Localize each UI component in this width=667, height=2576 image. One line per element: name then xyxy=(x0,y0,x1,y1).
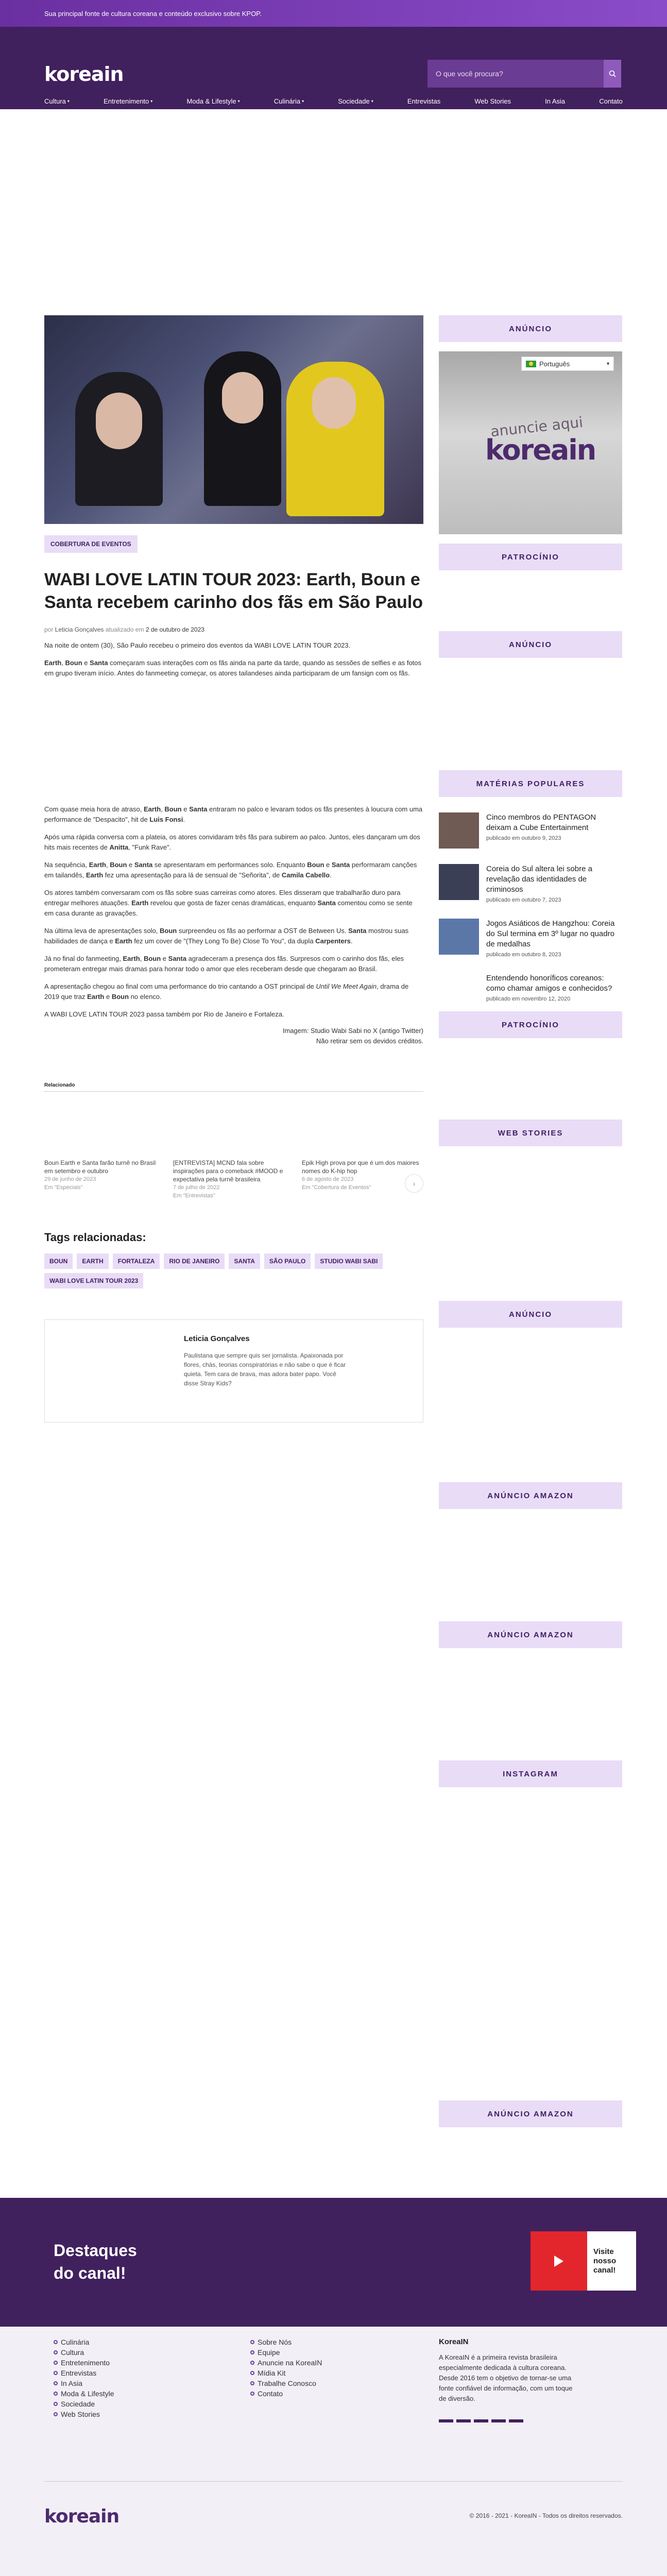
inline-ad-space xyxy=(44,679,423,797)
footer-about: KoreaIN A KoreaIN é a primeira revista brasileira especialmente dedicada à cultura coreana. Desde 2016 tem o objetivo de tornar-se uma fonte confiável de informação, com um toque de diversão. xyxy=(439,2337,578,2422)
popular-item[interactable]: Jogos Asiáticos de Hangzhou: Coreia do Sul termina em 3º lugar no quadro de medalhas publicado em outubro 8, 2023 xyxy=(439,919,622,958)
footer-link[interactable]: Sociedade xyxy=(54,2399,114,2409)
author-bio: Paulistana que sempre quis ser jornalista. Apaixonada por flores, chás, teorias conspiratórias e não sabe o que é ficar quieta. Tem cara de brava, mas adora bater papo. Você disse Stray Kids? xyxy=(184,1352,346,1387)
related-label: Relacionado xyxy=(44,1082,75,1088)
chevron-right-icon[interactable]: › xyxy=(405,1174,423,1193)
footer-link[interactable]: Sobre Nós xyxy=(250,2337,322,2347)
widget-title: PATROCÍNIO xyxy=(439,1011,622,1038)
popular-item[interactable]: Coreia do Sul altera lei sobre a revelação das identidades de criminosos publicado em outubro 7, 2023 xyxy=(439,864,622,903)
chevron-down-icon: ▾ xyxy=(150,98,153,104)
widget-title: ANÚNCIO xyxy=(439,1301,622,1328)
ad-banner[interactable] xyxy=(439,351,622,534)
popular-thumbnail xyxy=(439,973,479,984)
site-header xyxy=(0,27,667,109)
article-paragraph: Na última leva de apresentações solo, Boun surpreendeu os fãs ao performar a OST de Between Us. Santa mostrou suas habilidades de dança e Earth fez um cover de "(They Long To Be) Close To You", da dupla Carpenters. xyxy=(44,927,409,945)
topbar-text: Sua principal fonte de cultura coreana e conteúdo exclusivo sobre KPOP. xyxy=(44,9,262,18)
youtube-play-icon xyxy=(531,2231,587,2291)
topbar xyxy=(0,0,667,27)
article-paragraph: Após uma rápida conversa com a plateia, os atores convidaram três fãs para subirem ao palco. Juntos, eles dançaram um dos hits mais recentes de Anitta, "Funk Rave". xyxy=(44,833,420,851)
nav-contato[interactable]: Contato xyxy=(599,97,623,105)
widget-title: INSTAGRAM xyxy=(439,1760,622,1787)
tag[interactable]: EARTH xyxy=(77,1253,108,1269)
tag[interactable]: SÃO PAULO xyxy=(264,1253,311,1269)
article-hero-image xyxy=(44,315,423,524)
footer-link[interactable]: Equipe xyxy=(250,2347,322,2358)
youtube-channel-button[interactable]: Visite nosso canal! xyxy=(531,2231,636,2291)
channel-highlights xyxy=(0,2198,667,2327)
article-title: WABI LOVE LATIN TOUR 2023: Earth, Boun e Santa recebem carinho dos fãs em São Paulo xyxy=(44,570,423,612)
site-footer xyxy=(0,2327,667,2576)
popular-thumbnail xyxy=(439,919,479,955)
footer-link[interactable]: Culinária xyxy=(54,2337,114,2347)
channel-title: Destaques do canal! xyxy=(54,2241,137,2282)
tag[interactable]: WABI LOVE LATIN TOUR 2023 xyxy=(44,1273,143,1289)
footer-link[interactable]: Contato xyxy=(250,2388,322,2399)
nav-in-asia[interactable]: In Asia xyxy=(545,97,566,105)
author-link[interactable]: Leticia Gonçalves xyxy=(55,626,104,633)
footer-categories xyxy=(54,2337,114,2419)
search-input[interactable] xyxy=(427,60,604,88)
footer-link[interactable]: Trabalhe Conosco xyxy=(250,2378,322,2388)
site-logo[interactable]: koreain xyxy=(44,63,124,86)
ad-logo: koreain xyxy=(485,434,596,466)
tag[interactable]: BOUN xyxy=(44,1253,73,1269)
article-paragraph: Earth, Boun e Santa começaram suas interações com os fãs ainda na parte da tarde, quando as sessões de selfies e as fotos em grupo tiveram início. Antes do fanmeeting começar, os atores tailandeses ainda participaram de um fansign com os fãs. xyxy=(44,659,422,677)
social-icon[interactable] xyxy=(474,2419,488,2422)
popular-item[interactable]: Entendendo honoríficos coreanos: como chamar amigos e conhecidos? publicado em novembro 12, 2020 xyxy=(439,973,622,1002)
tag[interactable]: STUDIO WABI SABI xyxy=(315,1253,383,1269)
nav-cultura[interactable]: Cultura ▾ xyxy=(44,97,70,105)
category-badge[interactable]: COBERTURA DE EVENTOS xyxy=(44,535,138,553)
article-paragraph: Já no final do fanmeeting, Earth, Boun e Santa agradeceram a presença dos fãs. Surpresos com o carinho dos fãs, eles prometeram entregar mais dramas para honrar todo o amor que eles receberam desde que chegaram ao Brasil. xyxy=(44,955,404,973)
related-item[interactable]: [ENTREVISTA] MCND fala sobre inspirações para o comeback #MOOD e expectativa pela turnê brasileira 7 de julho de 2022 Em "Entrevistas" xyxy=(173,1159,283,1199)
nav-entrevistas[interactable]: Entrevistas xyxy=(407,97,441,105)
social-icon[interactable] xyxy=(439,2419,453,2422)
article-paragraph: A apresentação chegou ao final com uma performance do trio cantando a OST principal de Until We Meet Again, drama de 2019 que traz Earth e Boun no elenco. xyxy=(44,982,409,1001)
footer-link[interactable]: Web Stories xyxy=(54,2409,114,2419)
footer-link[interactable]: Entrevistas xyxy=(54,2368,114,2378)
article-paragraph: Com quase meia hora de atraso, Earth, Boun e Santa entraram no palco e levaram todos os fãs presentes à loucura com uma performance de "Despacito", hit de Luis Fonsi. xyxy=(44,805,423,823)
footer-link[interactable]: In Asia xyxy=(54,2378,114,2388)
search-button[interactable] xyxy=(604,60,621,88)
tag[interactable]: RIO DE JANEIRO xyxy=(164,1253,225,1269)
widget-title: WEB STORIES xyxy=(439,1120,622,1146)
widget-title: ANÚNCIO AMAZON xyxy=(439,2100,622,2127)
widget-title: ANÚNCIO AMAZON xyxy=(439,1621,622,1648)
nav-web-stories[interactable]: Web Stories xyxy=(474,97,511,105)
author-name[interactable]: Leticia Gonçalves xyxy=(184,1334,250,1343)
nav-moda-lifestyle[interactable]: Moda & Lifestyle ▾ xyxy=(186,97,240,105)
footer-link[interactable]: Mídia Kit xyxy=(250,2368,322,2378)
widget-title: ANÚNCIO xyxy=(439,631,622,658)
social-icon[interactable] xyxy=(509,2419,523,2422)
search-icon xyxy=(609,70,616,77)
widget-title: ANÚNCIO xyxy=(439,315,622,342)
nav-culinaria[interactable]: Culinária ▾ xyxy=(273,97,304,105)
popular-thumbnail xyxy=(439,812,479,849)
page-content xyxy=(0,109,667,2527)
sidebar xyxy=(439,315,622,2127)
article-paragraph: Na sequência, Earth, Boun e Santa se apresentaram em performances solo. Enquanto Boun e Santa performaram canções em tailandês, Earth fez uma apresentação para lá de sensual de "Señorita", de Camila Cabello. xyxy=(44,861,417,879)
popular-thumbnail xyxy=(439,864,479,900)
main-nav xyxy=(44,93,623,109)
widget-title: ANÚNCIO AMAZON xyxy=(439,1482,622,1509)
popular-item[interactable]: Cinco membros do PENTAGON deixam a Cube Entertainment publicado em outubro 9, 2023 xyxy=(439,812,622,849)
chevron-down-icon: ▾ xyxy=(606,361,609,367)
brazil-flag-icon xyxy=(526,361,536,367)
popular-list xyxy=(439,812,622,1002)
footer-logo[interactable]: koreain xyxy=(44,2506,119,2527)
language-select[interactable]: Português ▾ xyxy=(521,357,614,371)
tags-title: Tags relacionadas: xyxy=(44,1231,146,1244)
footer-link[interactable]: Anuncie na KoreaIN xyxy=(250,2358,322,2368)
related-item[interactable]: Epik High prova por que é um dos maiores nomes do K-hip hop 6 de agosto de 2023 Em "Cobertura de Eventos" xyxy=(302,1159,419,1191)
search-form xyxy=(427,60,621,88)
chevron-down-icon: ▾ xyxy=(67,98,70,104)
copyright: © 2016 - 2021 - KoreaIN - Todos os direitos reservados. xyxy=(469,2512,623,2519)
ad-caption: anuncie aqui xyxy=(489,413,584,440)
related-posts xyxy=(44,1159,423,1200)
tag[interactable]: FORTALEZA xyxy=(113,1253,160,1269)
footer-institutional xyxy=(250,2337,322,2399)
article-paragraph: Na noite de ontem (30), São Paulo recebeu o primeiro dos eventos da WABI LOVE LATIN TOUR 2023. xyxy=(44,641,351,649)
author-box xyxy=(44,1319,423,1422)
tag[interactable]: SANTA xyxy=(229,1253,260,1269)
social-icon[interactable] xyxy=(456,2419,471,2422)
byline: por Leticia Gonçalves atualizado em 2 de outubro de 2023 xyxy=(44,626,204,633)
divider xyxy=(44,1091,423,1092)
chevron-down-icon: ▾ xyxy=(371,98,373,104)
nav-entretenimento[interactable]: Entretenimento ▾ xyxy=(104,97,153,105)
chevron-down-icon: ▾ xyxy=(237,98,240,104)
nav-sociedade[interactable]: Sociedade ▾ xyxy=(338,97,373,105)
chevron-down-icon: ▾ xyxy=(302,98,304,104)
related-item[interactable]: Boun Earth e Santa farão turnê no Brasil em setembro e outubro 29 de junho de 2023 Em "Especiais" xyxy=(44,1159,156,1191)
article xyxy=(44,315,423,1422)
widget-title: MATÉRIAS POPULARES xyxy=(439,770,622,797)
article-paragraph: Os atores também conversaram com os fãs sobre suas carreiras como atores. Eles disseram que trabalharão duro para entregar melhores atuações. Earth revelou que gosta de fazer cenas dramáticas, enquanto Santa comentou como se sente em casa durante as gravações. xyxy=(44,889,413,917)
widget-title: PATROCÍNIO xyxy=(439,544,622,570)
footer-link[interactable]: Moda & Lifestyle xyxy=(54,2388,114,2399)
article-date: 2 de outubro de 2023 xyxy=(145,626,204,633)
footer-link[interactable]: Entretenimento xyxy=(54,2358,114,2368)
footer-link[interactable]: Cultura xyxy=(54,2347,114,2358)
divider xyxy=(44,2481,623,2482)
article-paragraph: A WABI LOVE LATIN TOUR 2023 passa também por Rio de Janeiro e Fortaleza. xyxy=(44,1010,284,1018)
social-icon[interactable] xyxy=(491,2419,506,2422)
image-credit: Imagem: Studio Wabi Sabi no X (antigo Twitter) Não retirar sem os devidos créditos. xyxy=(282,1027,423,1045)
social-links xyxy=(439,2419,578,2422)
tag-list xyxy=(44,1253,423,1289)
